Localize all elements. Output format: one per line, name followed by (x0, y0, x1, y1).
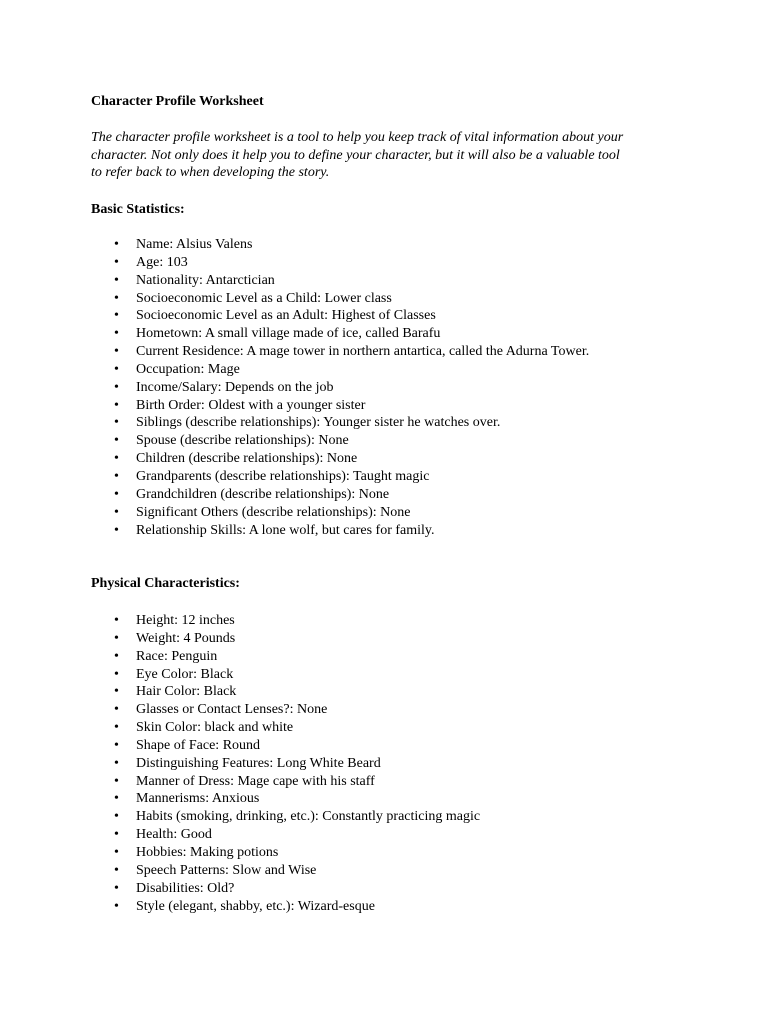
list-item: • Relationship Skills: A lone wolf, but cares for family. (0, 522, 589, 540)
basic-statistics-list (0, 236, 589, 539)
list-item: • Height: 12 inches (0, 612, 480, 630)
basic-statistics-heading: Basic Statistics: (91, 202, 185, 217)
list-item: • Significant Others (describe relationships): None (0, 504, 589, 522)
intro-line: The character profile worksheet is a tool to help you keep track of vital information about your (91, 130, 624, 145)
list-item: • Race: Penguin (0, 648, 480, 666)
list-item: • Occupation: Mage (0, 361, 589, 379)
list-item: • Disabilities: Old? (0, 880, 480, 898)
list-item: • Habits (smoking, drinking, etc.): Constantly practicing magic (0, 808, 480, 826)
intro-line: character. Not only does it help you to define your character, but it will also be a valuable tool (91, 147, 620, 163)
list-item: • Weight: 4 Pounds (0, 630, 480, 648)
list-item: • Skin Color: black and white (0, 719, 480, 737)
list-item: • Income/Salary: Depends on the job (0, 379, 589, 397)
list-item: • Grandchildren (describe relationships): None (0, 486, 589, 504)
list-item: • Health: Good (0, 826, 480, 844)
list-item: • Hometown: A small village made of ice, called Barafu (0, 325, 589, 343)
list-item: • Hair Color: Black (0, 683, 480, 701)
document-title: Character Profile Worksheet (91, 94, 264, 109)
list-item: • Nationality: Antarctician (0, 272, 589, 290)
list-item: • Socioeconomic Level as a Child: Lower class (0, 290, 589, 308)
list-item: • Speech Patterns: Slow and Wise (0, 862, 480, 880)
list-item: • Age: 103 (0, 254, 589, 272)
physical-characteristics-list (0, 612, 480, 915)
list-item: • Style (elegant, shabby, etc.): Wizard-esque (0, 898, 480, 916)
intro-line: to refer back to when developing the story. (91, 165, 330, 181)
list-item: • Children (describe relationships): None (0, 450, 589, 468)
list-item: • Siblings (describe relationships): Younger sister he watches over. (0, 414, 589, 432)
list-item: • Mannerisms: Anxious (0, 790, 480, 808)
list-item: • Shape of Face: Round (0, 737, 480, 755)
list-item: • Current Residence: A mage tower in northern antartica, called the Adurna Tower. (0, 343, 589, 361)
intro-paragraph (91, 129, 681, 182)
list-item: • Eye Color: Black (0, 666, 480, 684)
list-item: • Hobbies: Making potions (0, 844, 480, 862)
physical-characteristics-heading: Physical Characteristics: (91, 576, 240, 591)
list-item: • Birth Order: Oldest with a younger sister (0, 397, 589, 415)
list-item: • Glasses or Contact Lenses?: None (0, 701, 480, 719)
list-item: • Manner of Dress: Mage cape with his staff (0, 773, 480, 791)
list-item: • Name: Alsius Valens (0, 236, 589, 254)
list-item: • Grandparents (describe relationships): Taught magic (0, 468, 589, 486)
list-item: • Distinguishing Features: Long White Beard (0, 755, 480, 773)
list-item: • Socioeconomic Level as an Adult: Highest of Classes (0, 307, 589, 325)
list-item: • Spouse (describe relationships): None (0, 432, 589, 450)
